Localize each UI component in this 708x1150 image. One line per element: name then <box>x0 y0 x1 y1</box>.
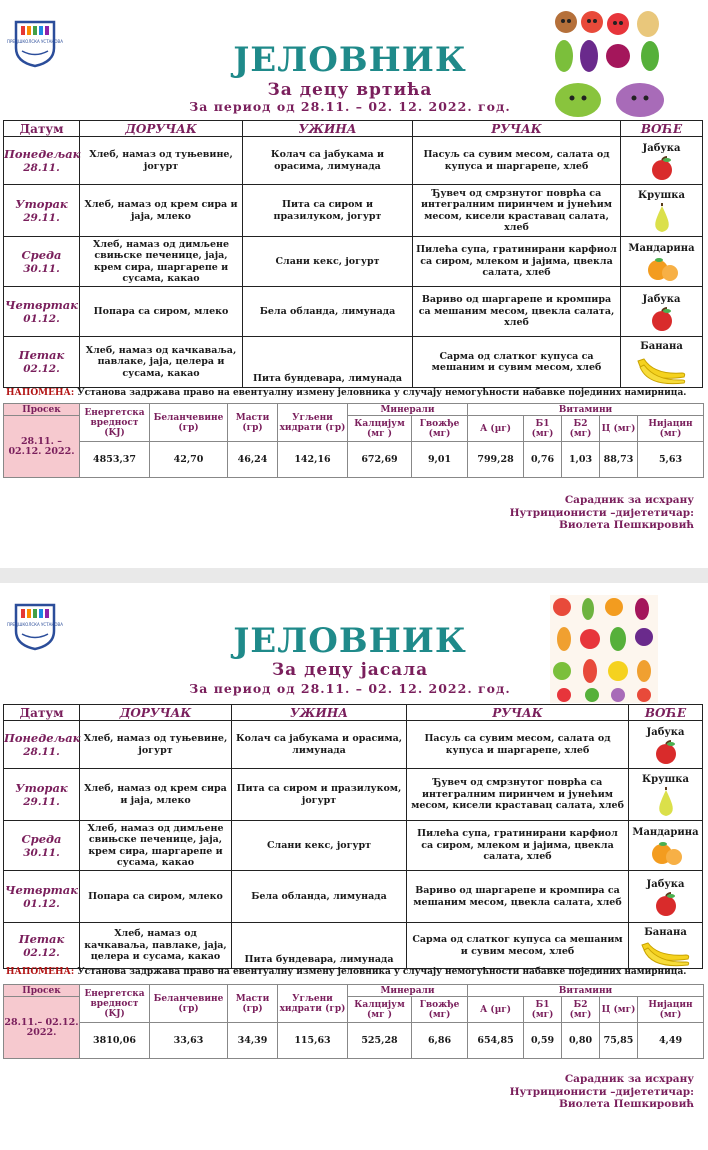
nutrient-header: А (µг) <box>468 416 524 442</box>
menu-table <box>3 704 703 969</box>
fruit-name: Мандарина <box>628 242 695 254</box>
day-cell <box>4 185 80 237</box>
page-subtitle: За децу јасала <box>271 660 429 680</box>
snack-cell: Слани кекс, јогурт <box>232 821 407 871</box>
header-snack: УЖИНА <box>232 705 407 721</box>
nutrient-header: Нијацин (мг) <box>638 416 704 442</box>
menu-sheet-nursery <box>0 583 708 1150</box>
header-lunch: РУЧАК <box>413 121 621 137</box>
fruit-name: Крушка <box>642 773 689 785</box>
day-date: 29.11. <box>23 795 60 808</box>
period-label: За период од 28.11. – 02. 12. 2022. год. <box>189 681 511 696</box>
note-label: НАПОМЕНА: <box>6 967 75 977</box>
table-row <box>4 137 703 185</box>
breakfast-cell: Хлеб, намаз од димљене свињске печенице, јаја, крем сира, шаргарепе и сусама, какао <box>80 237 243 287</box>
fruit-cell <box>629 721 703 769</box>
day-date: 30.11. <box>23 846 60 859</box>
fruit-name: Мандарина <box>632 826 699 838</box>
nutrient-header: Ц (мг) <box>600 416 638 442</box>
table-row <box>4 923 703 969</box>
mandarin-icon <box>646 839 686 867</box>
lunch-cell: Сарма од слатког купуса са мешаним и сувим месом, хлеб <box>407 923 629 969</box>
nutrient-value: 799,28 <box>468 442 524 478</box>
day-cell <box>4 769 80 821</box>
nutrient-header: Калцијум (мг ) <box>348 997 412 1023</box>
breakfast-cell: Хлеб, намаз од качкаваља, павлаке, јаја, целера и сусама, какао <box>80 923 232 969</box>
fruit-cell <box>621 287 703 337</box>
breakfast-cell: Хлеб, намаз од туњевине, јогурт <box>80 137 243 185</box>
nutrient-header: Ц (мг) <box>600 997 638 1023</box>
nutrition-table <box>3 984 704 1059</box>
signature-block <box>510 1073 694 1111</box>
nutrient-header: Калцијум (мг ) <box>348 416 412 442</box>
signature-line: Сарадник за исхрану <box>564 494 694 506</box>
nutrient-value: 42,70 <box>150 442 228 478</box>
snack-cell: Колач са јабукама и орасима, лимунада <box>232 721 407 769</box>
minerals-header: Минерали <box>348 404 468 416</box>
breakfast-cell: Хлеб, намаз од крем сира и јаја, млеко <box>80 185 243 237</box>
nutrient-header: Б1 (мг) <box>524 416 562 442</box>
day-date: 29.11. <box>23 211 60 224</box>
apple-icon <box>647 155 677 181</box>
day-date: 28.11. <box>23 745 60 758</box>
table-row <box>4 185 703 237</box>
snack-cell: Пита бундевара, лимунада <box>243 337 413 388</box>
nutrition-table <box>3 403 704 478</box>
note-body: Установа задржава право на евентуалну измену јеловника у случају немогућности набавке појединих намирница. <box>74 967 687 977</box>
lunch-cell: Пилећа супа, гратинирани карфиол са сиром, млеком и јајима, цвекла салата, хлеб <box>413 237 621 287</box>
header-date: Датум <box>4 705 80 721</box>
table-row <box>4 769 703 821</box>
nutrient-value: 5,63 <box>638 442 704 478</box>
apple-icon <box>651 891 681 917</box>
avg-label: Просек <box>4 985 80 997</box>
logo-text: ПРЕДШКОЛСКА УСТАНОВА <box>6 622 64 627</box>
nutrient-header: Угљени хидрати (гр) <box>278 985 348 1023</box>
nutrient-header: Беланчевине (гр) <box>150 985 228 1023</box>
fruit-name: Јабука <box>646 878 685 890</box>
fruit-cell <box>629 769 703 821</box>
page-subtitle: За децу вртића <box>267 80 433 100</box>
day-name: Четвртак <box>5 882 78 897</box>
nutrient-value: 34,39 <box>228 1023 278 1059</box>
snack-cell: Колач са јабукама и орасима, лимунада <box>243 137 413 185</box>
fruit-name: Јабука <box>642 293 681 305</box>
table-row <box>4 821 703 871</box>
lunch-cell: Вариво од шаргарепе и кромпира са мешаним месом, цвекла салата, хлеб <box>413 287 621 337</box>
banana-icon <box>634 353 690 385</box>
nutrient-header: Угљени хидрати (гр) <box>278 404 348 442</box>
nutrient-value: 4853,37 <box>80 442 150 478</box>
vitamins-header: Витамини <box>468 985 704 997</box>
day-name: Уторак <box>15 780 68 795</box>
lunch-cell: Пасуљ са сувим месом, салата од купуса и шаргарепе, хлеб <box>407 721 629 769</box>
signature-line: Сарадник за исхрану <box>564 1073 694 1085</box>
table-row <box>4 237 703 287</box>
table-row <box>4 871 703 923</box>
signature-block <box>510 494 694 532</box>
nutrient-header: Енергетска вредност (KЈ) <box>80 404 150 442</box>
nutrient-header: Гвожђе (мг) <box>412 997 468 1023</box>
lunch-cell: Ђувеч од смрзнутог поврћа са интегралним пиринчем и јунећим месом, кисели краставац салата, хлеб <box>407 769 629 821</box>
avg-period: 28.11. – 02.12. 2022. <box>4 416 80 478</box>
pear-icon <box>647 202 677 234</box>
day-cell <box>4 337 80 388</box>
nutrient-header: Масти (гр) <box>228 404 278 442</box>
nutrient-header: Нијацин (мг) <box>638 997 704 1023</box>
apple-icon <box>647 306 677 332</box>
nutrient-value: 6,86 <box>412 1023 468 1059</box>
nutrient-value: 1,03 <box>562 442 600 478</box>
lunch-cell: Вариво од шаргарепе и кромпира са мешаним месом, цвекла салата, хлеб <box>407 871 629 923</box>
nutrient-header: Б1 (мг) <box>524 997 562 1023</box>
fruit-cell <box>629 923 703 969</box>
note-label: НАПОМЕНА: <box>6 388 75 398</box>
vitamins-header: Витамини <box>468 404 704 416</box>
nutrient-header: Б2 (мг) <box>562 997 600 1023</box>
day-date: 02.12. <box>23 946 60 959</box>
fruit-cell <box>621 237 703 287</box>
breakfast-cell: Хлеб, намаз од качкаваља, павлаке, јаја, целера и сусама, какао <box>80 337 243 388</box>
fruit-name: Банана <box>644 926 687 938</box>
fruit-cell <box>629 871 703 923</box>
nutrient-value: 115,63 <box>278 1023 348 1059</box>
header-fruit: ВОЋЕ <box>629 705 703 721</box>
fruit-cell <box>629 821 703 871</box>
day-name: Четвртак <box>5 297 78 312</box>
day-cell <box>4 287 80 337</box>
nutrient-value: 525,28 <box>348 1023 412 1059</box>
nutrient-header: Б2 (мг) <box>562 416 600 442</box>
nutrient-header: Масти (гр) <box>228 985 278 1023</box>
fruit-name: Јабука <box>646 726 685 738</box>
signature-line: Нутриционисти –дијететичар: <box>509 1085 694 1098</box>
fruit-name: Банана <box>640 341 683 352</box>
nutrient-value: 46,24 <box>228 442 278 478</box>
table-row <box>4 337 703 388</box>
snack-cell: Пита бундевара, лимунада <box>232 923 407 969</box>
nutrient-value: 3810,06 <box>80 1023 150 1059</box>
lunch-cell: Пасуљ са сувим месом, салата од купуса и шаргарепе, хлеб <box>413 137 621 185</box>
header-breakfast: ДОРУЧАК <box>80 121 243 137</box>
fruit-cell <box>621 137 703 185</box>
breakfast-cell: Хлеб, намаз од димљене свињске печенице, јаја, крем сира, шаргарепе и сусама, какао <box>80 821 232 871</box>
signature-line: Виолета Пешкировић <box>558 1098 694 1110</box>
menu-sheet-kindergarten <box>0 0 708 568</box>
day-name: Понедељак <box>4 146 81 161</box>
page-title: ЈЕЛОВНИК <box>233 621 467 661</box>
snack-cell: Бела обланда, лимунада <box>232 871 407 923</box>
table-row <box>4 287 703 337</box>
vegetables-pattern-illustration <box>550 595 658 703</box>
lunch-cell: Сарма од слатког купуса са мешаним и сувим месом, хлеб <box>413 337 621 388</box>
day-name: Петак <box>18 931 65 946</box>
header-breakfast: ДОРУЧАК <box>80 705 232 721</box>
avg-label: Просек <box>4 404 80 416</box>
day-date: 01.12. <box>23 897 60 910</box>
day-date: 01.12. <box>23 312 60 325</box>
pear-icon <box>651 786 681 818</box>
minerals-header: Минерали <box>348 985 468 997</box>
day-name: Уторак <box>15 196 68 211</box>
note-body: Установа задржава право на евентуалну измену јеловника у случају немогућности набавке појединих намирница. <box>74 388 687 398</box>
fruit-cell <box>621 337 703 388</box>
nutrient-value: 0,80 <box>562 1023 600 1059</box>
day-cell <box>4 871 80 923</box>
signature-line: Виолета Пешкировић <box>558 519 694 531</box>
lunch-cell: Пилећа супа, гратинирани карфиол са сиром, млеком и јајима, цвекла салата, хлеб <box>407 821 629 871</box>
breakfast-cell: Хлеб, намаз од туњевине, јогурт <box>80 721 232 769</box>
lunch-cell: Ђувеч од смрзнутог поврћа са интегралним пиринчем и јунећим месом, кисели краставац салата, хлеб <box>413 185 621 237</box>
header-fruit: ВОЋЕ <box>621 121 703 137</box>
day-date: 28.11. <box>23 161 60 174</box>
day-name: Петак <box>18 348 65 362</box>
day-cell <box>4 721 80 769</box>
day-date: 30.11. <box>23 262 60 275</box>
day-date: 02.12. <box>23 363 60 375</box>
page-separator <box>0 568 708 583</box>
header-date: Датум <box>4 121 80 137</box>
period-label: За период од 28.11. – 02. 12. 2022. год. <box>189 99 511 114</box>
day-name: Понедељак <box>4 730 81 745</box>
page-title: ЈЕЛОВНИК <box>233 40 467 80</box>
day-cell <box>4 237 80 287</box>
nutrient-header: Гвожђе (мг) <box>412 416 468 442</box>
nutrient-value: 654,85 <box>468 1023 524 1059</box>
mandarin-icon <box>642 255 682 283</box>
table-row <box>4 721 703 769</box>
nutrient-value: 9,01 <box>412 442 468 478</box>
day-name: Среда <box>21 247 62 262</box>
header-snack: УЖИНА <box>243 121 413 137</box>
school-logo <box>6 18 64 68</box>
snack-cell: Слани кекс, јогурт <box>243 237 413 287</box>
day-cell <box>4 923 80 969</box>
nutrient-header: А (µг) <box>468 997 524 1023</box>
nutrient-value: 4,49 <box>638 1023 704 1059</box>
note-text <box>6 388 706 398</box>
nutrient-header: Енергетска вредност (KЈ) <box>80 985 150 1023</box>
day-cell <box>4 821 80 871</box>
logo-text: ПРЕДШКОЛСКА УСТАНОВА <box>6 39 64 44</box>
nutrient-value: 142,16 <box>278 442 348 478</box>
nutrient-value: 0,59 <box>524 1023 562 1059</box>
banana-icon <box>638 939 694 967</box>
signature-line: Нутриционисти –дијететичар: <box>509 506 694 519</box>
day-name: Среда <box>21 831 62 846</box>
apple-icon <box>651 739 681 765</box>
nutrient-value: 75,85 <box>600 1023 638 1059</box>
fruit-name: Јабука <box>642 142 681 154</box>
nutrient-header: Беланчевине (гр) <box>150 404 228 442</box>
snack-cell: Пита са сиром и празилуком, јогурт <box>232 769 407 821</box>
menu-table <box>3 120 703 388</box>
nutrient-value: 33,63 <box>150 1023 228 1059</box>
school-logo <box>6 601 64 651</box>
fruit-cell <box>621 185 703 237</box>
nutrient-value: 88,73 <box>600 442 638 478</box>
vegetables-illustration <box>552 6 672 118</box>
avg-period: 28.11.– 02.12. 2022. <box>4 997 80 1059</box>
nutrient-value: 0,76 <box>524 442 562 478</box>
snack-cell: Пита са сиром и празилуком, јогурт <box>243 185 413 237</box>
breakfast-cell: Попара са сиром, млеко <box>80 287 243 337</box>
note-text <box>6 967 706 977</box>
snack-cell: Бела обланда, лимунада <box>243 287 413 337</box>
day-cell <box>4 137 80 185</box>
nutrient-value: 672,69 <box>348 442 412 478</box>
fruit-name: Крушка <box>638 189 685 201</box>
header-lunch: РУЧАК <box>407 705 629 721</box>
breakfast-cell: Попара са сиром, млеко <box>80 871 232 923</box>
breakfast-cell: Хлеб, намаз од крем сира и јаја, млеко <box>80 769 232 821</box>
